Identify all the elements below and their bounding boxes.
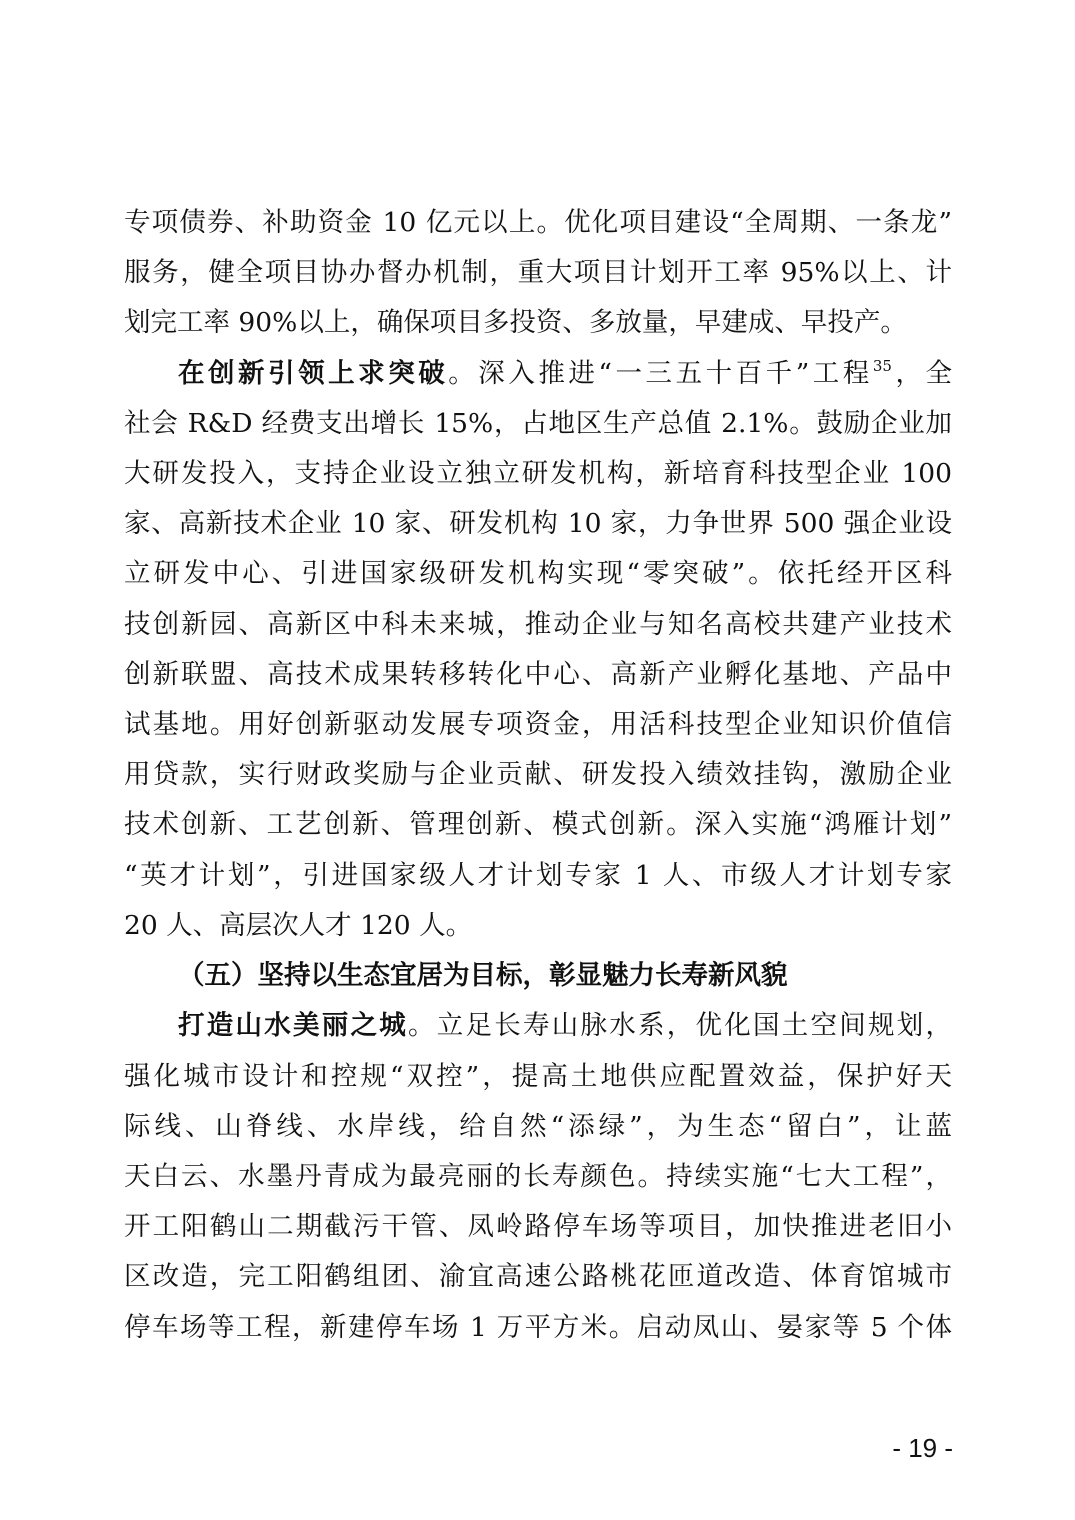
text-line: 划完工率 90%以上，确保项目多投资、多放量，早建成、早投产。 [124, 307, 907, 338]
text-line: 停车场等工程，新建停车场 1 万平方米。启动凤山、晏家等 5 个体 [124, 1312, 952, 1343]
text-line: 强化城市设计和控规“双控”，提高土地供应配置效益，保护好天 [124, 1061, 952, 1092]
text-line: 服务，健全项目协办督办机制，重大项目计划开工率 95%以上、计 [124, 257, 952, 288]
footnote-marker: 35 [872, 357, 892, 375]
paragraph-lead-heading: 在创新引领上求突破 [178, 358, 449, 389]
text-run: 。深入推进“一三五十百千”工程 [448, 358, 873, 389]
text-run: ，全 [891, 358, 952, 389]
section-heading: （五）坚持以生态宜居为目标，彰显魅力长寿新风貌 [178, 960, 788, 991]
paragraph-lead-heading: 打造山水美丽之城 [178, 1010, 408, 1041]
text-line: 家、高新技术企业 10 家、研发机构 10 家，力争世界 500 强企业设 [124, 508, 952, 539]
text-line: 创新联盟、高技术成果转移转化中心、高新产业孵化基地、产品中 [124, 659, 952, 690]
text-line: 大研发投入，支持企业设立独立研发机构，新培育科技型企业 100 [124, 458, 952, 489]
text-line: 际线、山脊线、水岸线，给自然“添绿”，为生态“留白”，让蓝 [124, 1111, 952, 1142]
text-line: 立研发中心、引进国家级研发机构实现“零突破”。依托经开区科 [124, 558, 952, 589]
text-run: 。立足长寿山脉水系，优化国土空间规划， [408, 1010, 952, 1041]
page-number: - 19 - [892, 1433, 953, 1463]
text-line: 用贷款，实行财政奖励与企业贡献、研发投入绩效挂钩，激励企业 [124, 759, 952, 790]
text-line: 开工阳鹤山二期截污干管、凤岭路停车场等项目，加快推进老旧小 [124, 1211, 952, 1242]
text-line: 试基地。用好创新驱动发展专项资金，用活科技型企业知识价值信 [124, 709, 952, 740]
text-line: 20 人、高层次人才 120 人。 [124, 910, 473, 941]
text-line: 天白云、水墨丹青成为最亮丽的长寿颜色。持续实施“七大工程”， [124, 1161, 952, 1192]
text-line: 技创新园、高新区中科未来城，推动企业与知名高校共建产业技术 [124, 609, 952, 640]
text-line: 社会 R&D 经费支出增长 15%，占地区生产总值 2.1%。鼓励企业加 [124, 408, 952, 439]
paragraph-first-line [178, 347, 952, 401]
text-line: 区改造，完工阳鹤组团、渝宜高速公路桃花匝道改造、体育馆城市 [124, 1261, 952, 1292]
paragraph-first-line [178, 999, 952, 1053]
text-line: “英才计划”，引进国家级人才计划专家 1 人、市级人才计划专家 [124, 860, 952, 891]
text-line: 专项债券、补助资金 10 亿元以上。优化项目建设“全周期、一条龙” [124, 207, 952, 238]
text-line: 技术创新、工艺创新、管理创新、模式创新。深入实施“鸿雁计划” [124, 809, 952, 840]
